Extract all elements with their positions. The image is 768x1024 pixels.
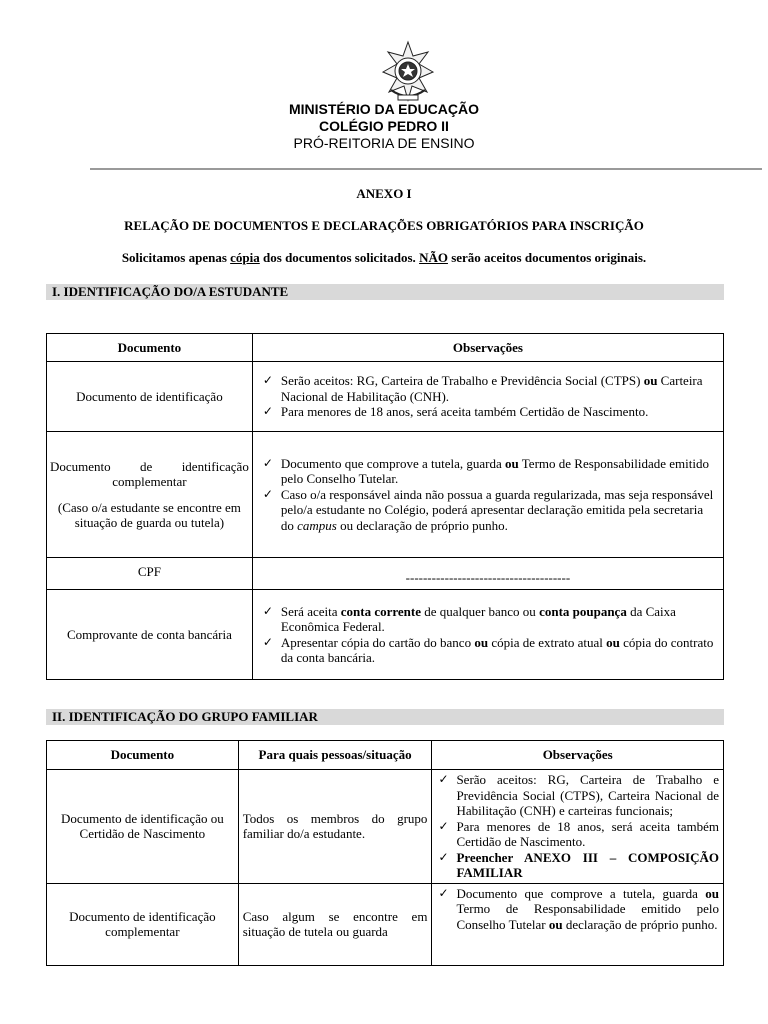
- checkmark-item: ✓ Serão aceitos: RG, Carteira de Trabalho e Previdência Social (CTPS), Carteira Nacional de Habilitação (CNH) e carteiras funcionais;: [436, 772, 719, 819]
- checkmark-item: ✓ Caso o/a responsável ainda não possua a guarda regularizada, mas seja responsável pelo/a estudante no Colégio, poderá apresentar declaração emitida pela secretaria do campus ou declaração de próprio punho.: [257, 487, 719, 534]
- table-row: [47, 590, 724, 680]
- family-documents-table: [46, 740, 724, 966]
- family-doc-identification: Documento de identificação ou Certidão de Nascimento: [47, 770, 239, 884]
- checkmark-item: ✓ Será aceita conta corrente de qualquer banco ou conta poupança da Caixa Econômica Federal.: [257, 604, 719, 635]
- family-obs-identification: [432, 770, 724, 884]
- checkmark-item: ✓ Documento que comprove a tutela, guarda ou Termo de Responsabilidade emitido pelo Conselho Tutelar.: [257, 456, 719, 487]
- family-doc-complementary: Documento de identificação complementar: [47, 883, 239, 965]
- checkmark-item: ✓ Para menores de 18 anos, será aceita também Certidão de Nascimento.: [257, 404, 719, 420]
- annex-title: ANEXO I: [356, 186, 412, 201]
- school-name: COLÉGIO PEDRO II: [319, 118, 449, 134]
- table-row: [47, 558, 724, 590]
- ministry-name: MINISTÉRIO DA EDUCAÇÃO: [288, 101, 480, 117]
- table-header-row: [47, 334, 724, 362]
- column-header-document: Documento: [47, 741, 239, 770]
- table-row: [47, 883, 724, 965]
- obs-bank-account: [252, 590, 723, 680]
- doc-identification: Documento de identificação: [47, 362, 253, 432]
- annex-subtitle: RELAÇÃO DE DOCUMENTOS E DECLARAÇÕES OBRIGATÓRIOS PARA INSCRIÇÃO: [124, 218, 644, 233]
- column-header-document: Documento: [47, 334, 253, 362]
- doc-cpf: CPF: [47, 558, 253, 590]
- obs-complementary-id: [252, 432, 723, 558]
- table-row: [47, 432, 724, 558]
- coat-of-arms-icon: [379, 40, 437, 104]
- column-header-observations: Observações: [252, 334, 723, 362]
- notice-text-3: serão aceitos documentos originais.: [447, 250, 647, 265]
- checkmark-item: ✓ Documento que comprove a tutela, guarda ou Termo de Responsabilidade emitido pelo Conselho Tutelar ou declaração de próprio punho.: [436, 886, 719, 933]
- section-1-title: I. IDENTIFICAÇÃO DO/A ESTUDANTE: [46, 284, 724, 300]
- header-divider: [90, 168, 762, 170]
- checkmark-item: ✓ Apresentar cópia do cartão do banco ou cópia de extrato atual ou cópia do contrato da conta bancária.: [257, 635, 719, 666]
- notice-copy-word: cópia: [230, 250, 260, 265]
- family-obs-complementary: [432, 883, 724, 965]
- table-header-row: [47, 741, 724, 770]
- column-header-who: Para quais pessoas/situação: [238, 741, 432, 770]
- doc-complementary-id: Documento de identificação complementar (Caso o/a estudante se encontre em situação de guarda ou tutela): [47, 432, 253, 558]
- section-2-title: II. IDENTIFICAÇÃO DO GRUPO FAMILIAR: [46, 709, 724, 725]
- checkmark-item: ✓ Preencher ANEXO III – COMPOSIÇÃO FAMILIAR: [436, 850, 719, 881]
- family-who-guardianship: Caso algum se encontre em situação de tutela ou guarda: [238, 883, 432, 965]
- department-name: PRÓ-REITORIA DE ENSINO: [293, 135, 475, 151]
- obs-identification: [252, 362, 723, 432]
- copy-notice: [0, 250, 768, 266]
- notice-text-2: dos documentos solicitados.: [259, 250, 420, 265]
- doc-complementary-note: (Caso o/a estudante se encontre em situação de guarda ou tutela): [57, 499, 241, 530]
- checkmark-item: ✓ Serão aceitos: RG, Carteira de Trabalho e Previdência Social (CTPS) ou Carteira Nacional de Habilitação (CNH).: [257, 373, 719, 404]
- table-row: [47, 362, 724, 432]
- family-who-all-members: Todos os membros do grupo familiar do/a estudante.: [238, 770, 432, 884]
- column-header-observations: Observações: [432, 741, 724, 770]
- table-row: [47, 770, 724, 884]
- notice-text-1: Solicitamos apenas: [121, 250, 231, 265]
- doc-bank-account: Comprovante de conta bancária: [47, 590, 253, 680]
- student-documents-table: [46, 333, 724, 680]
- notice-not-word: NÃO: [419, 250, 448, 265]
- checkmark-item: ✓ Para menores de 18 anos, será aceita também Certidão de Nascimento.: [436, 819, 719, 850]
- obs-cpf: --------------------------------------: [252, 558, 723, 590]
